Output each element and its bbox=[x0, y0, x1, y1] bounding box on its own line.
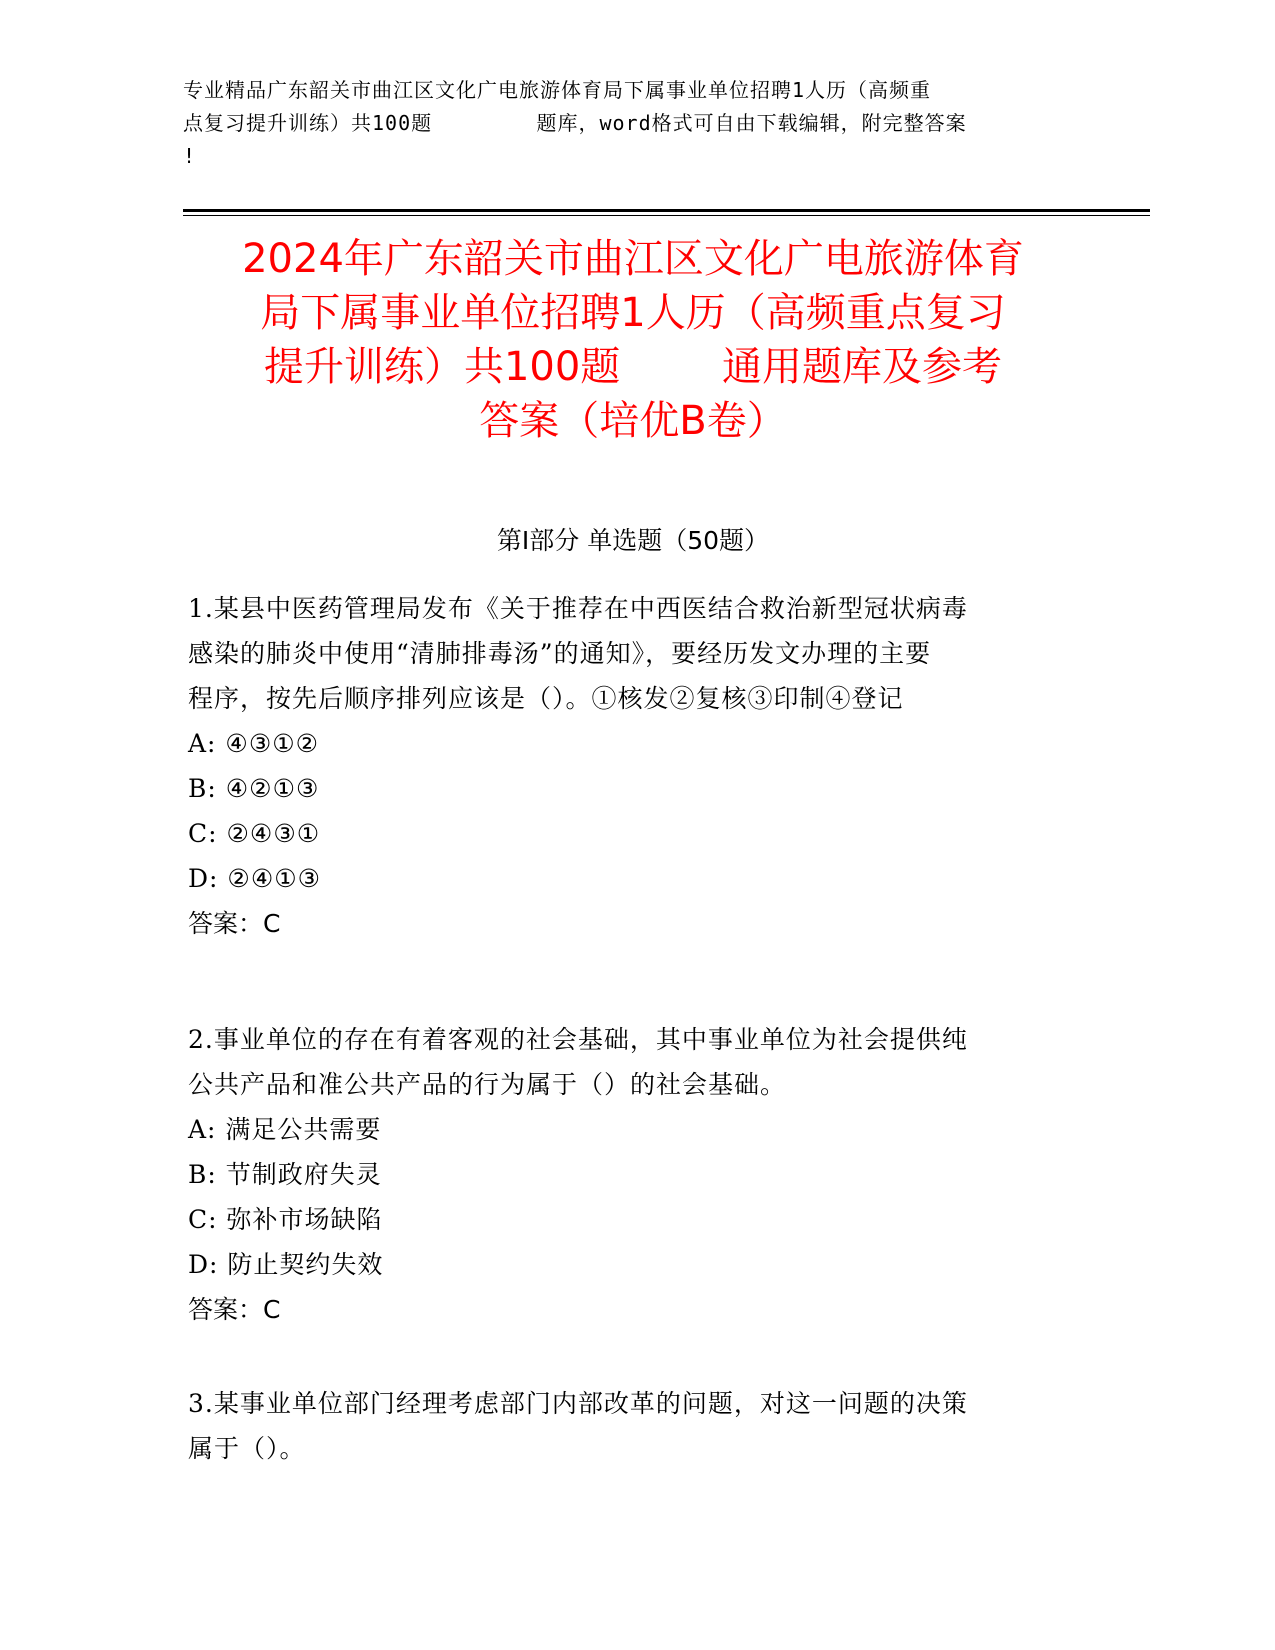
question-stem-line: 属于（）。 bbox=[188, 1434, 306, 1463]
option-a: A: ④③①② bbox=[188, 729, 320, 758]
question-3 bbox=[188, 1381, 968, 1471]
option-b: B: ④②①③ bbox=[188, 774, 320, 803]
header-rule-thick bbox=[183, 209, 1150, 212]
question-stem-line: 2.事业单位的存在有着客观的社会基础，其中事业单位为社会提供纯 bbox=[188, 1025, 968, 1054]
option-d: D: 防止契约失效 bbox=[188, 1250, 384, 1279]
question-1 bbox=[188, 586, 968, 946]
title-line: 提升训练）共100题 通用题库及参考 bbox=[263, 344, 1003, 390]
question-stem-line: 感染的肺炎中使用“清肺排毒汤”的通知》，要经历发文办理的主要 bbox=[188, 639, 932, 668]
header-line: ! bbox=[183, 144, 197, 168]
question-2 bbox=[188, 1017, 968, 1332]
section-title: 第Ⅰ部分 单选题（50题） bbox=[496, 526, 770, 555]
document-header-note bbox=[183, 74, 1083, 173]
header-line: 点复习提升训练）共100题 题库，word格式可自由下载编辑，附完整答案 bbox=[183, 111, 967, 135]
option-b: B: 节制政府失灵 bbox=[188, 1160, 382, 1189]
title-line: 局下属事业单位招聘1人历（高频重点复习 bbox=[260, 290, 1006, 336]
question-stem-line: 程序，按先后顺序排列应该是（）。①核发②复核③印制④登记 bbox=[188, 684, 904, 713]
option-c: C: 弥补市场缺陷 bbox=[188, 1205, 383, 1234]
answer: 答案：C bbox=[188, 1295, 281, 1324]
question-stem-line: 公共产品和准公共产品的行为属于（）的社会基础。 bbox=[188, 1070, 787, 1099]
question-stem-line: 1.某县中医药管理局发布《关于推荐在中西医结合救治新型冠状病毒 bbox=[188, 594, 968, 623]
title-line: 答案（培优B卷） bbox=[479, 398, 787, 444]
header-line: 专业精品广东韶关市曲江区文化广电旅游体育局下属事业单位招聘1人历（高频重 bbox=[183, 78, 932, 102]
option-d: D: ②④①③ bbox=[188, 864, 322, 893]
header-rule-thin bbox=[183, 215, 1150, 216]
option-a: A: 满足公共需要 bbox=[188, 1115, 382, 1144]
question-stem-line: 3.某事业单位部门经理考虑部门内部改革的问题，对这一问题的决策 bbox=[188, 1389, 968, 1418]
option-c: C: ②④③① bbox=[188, 819, 321, 848]
document-title bbox=[183, 232, 1083, 448]
title-line: 2024年广东韶关市曲江区文化广电旅游体育 bbox=[242, 236, 1024, 282]
answer: 答案：C bbox=[188, 909, 281, 938]
